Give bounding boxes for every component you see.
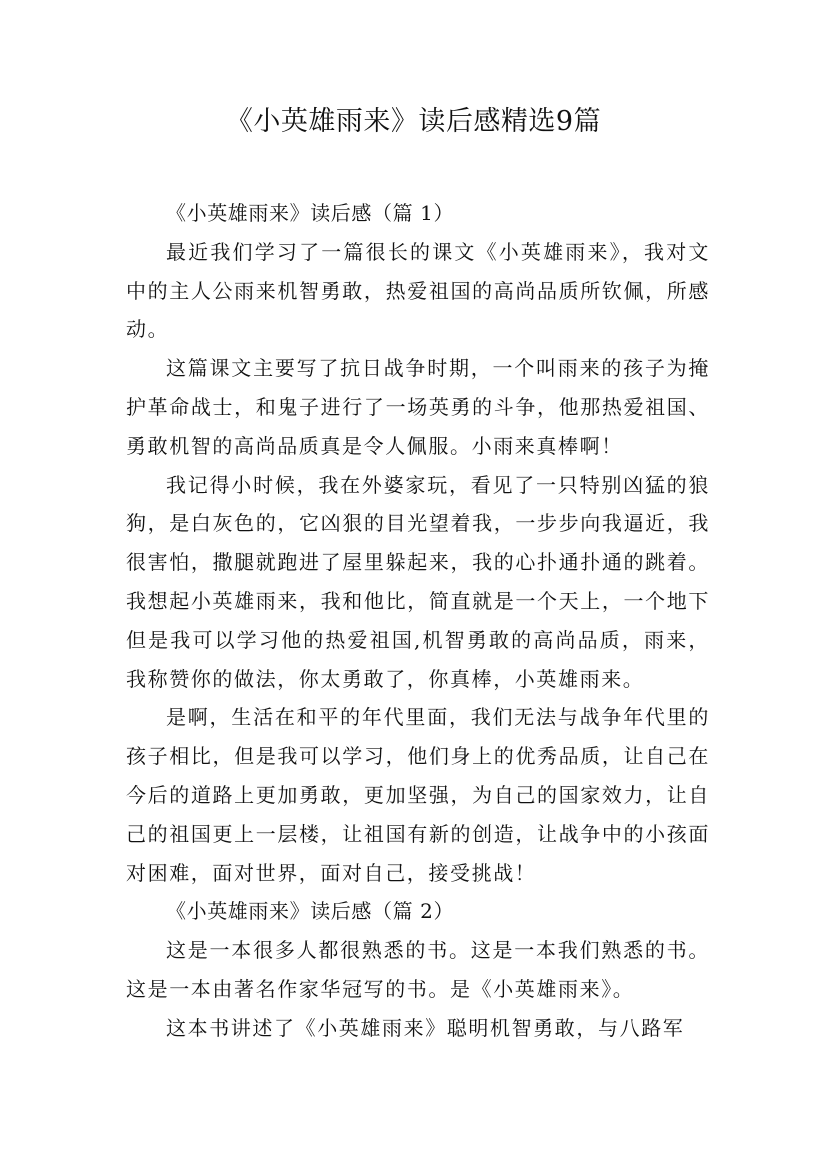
paragraph: 这篇课文主要写了抗日战争时期，一个叫雨来的孩子为掩护革命战士，和鬼子进行了一场英勇的斗争，他那热爱祖国、勇敢机智的高尚品质真是令人佩服。小雨来真棒啊！ [126,356,710,458]
section-heading: 《小英雄雨来》读后感（篇 1） [166,201,455,225]
paragraph: 这是一本很多人都很熟悉的书。这是一本我们熟悉的书。这是一本由著名作家华冠写的书。是《小英雄雨来》。 [126,938,710,1001]
paragraph: 这本书讲述了《小英雄雨来》聪明机智勇敢，与八路军 [166,1015,685,1040]
document-title: 《小英雄雨来》读后感精选9篇 [225,106,602,137]
essay-section-2 [126,892,710,1047]
document-body [126,194,710,1048]
paragraph: 是啊，生活在和平的年代里面，我们无法与战争年代里的孩子相比，但是我可以学习，他们身上的优秀品质，让自己在今后的道路上更加勇敢，更加坚强，为自己的国家效力，让自己的祖国更上一层楼，让祖国有新的创造，让战争中的小孩面对困难，面对世界，面对自己，接受挑战！ [126,705,710,885]
paragraph: 我记得小时候，我在外婆家玩，看见了一只特别凶猛的狼狗，是白灰色的，它凶狠的目光望着我，一步步向我逼近，我很害怕，撒腿就跑进了屋里躲起来，我的心扑通扑通的跳着。我想起小英雄雨来，我和他比，简直就是一个天上，一个地下但是我可以学习他的热爱祖国,机智勇敢的高尚品质，雨来，我称赞你的做法，你太勇敢了，你真棒，小英雄雨来。 [126,472,710,691]
paragraph: 最近我们学习了一篇很长的课文《小英雄雨来》，我对文中的主人公雨来机智勇敢，热爱祖国的高尚品质所钦佩，所感动。 [126,239,710,342]
section-heading: 《小英雄雨来》读后感（篇 2） [166,899,455,924]
essay-section-1 [126,194,710,892]
